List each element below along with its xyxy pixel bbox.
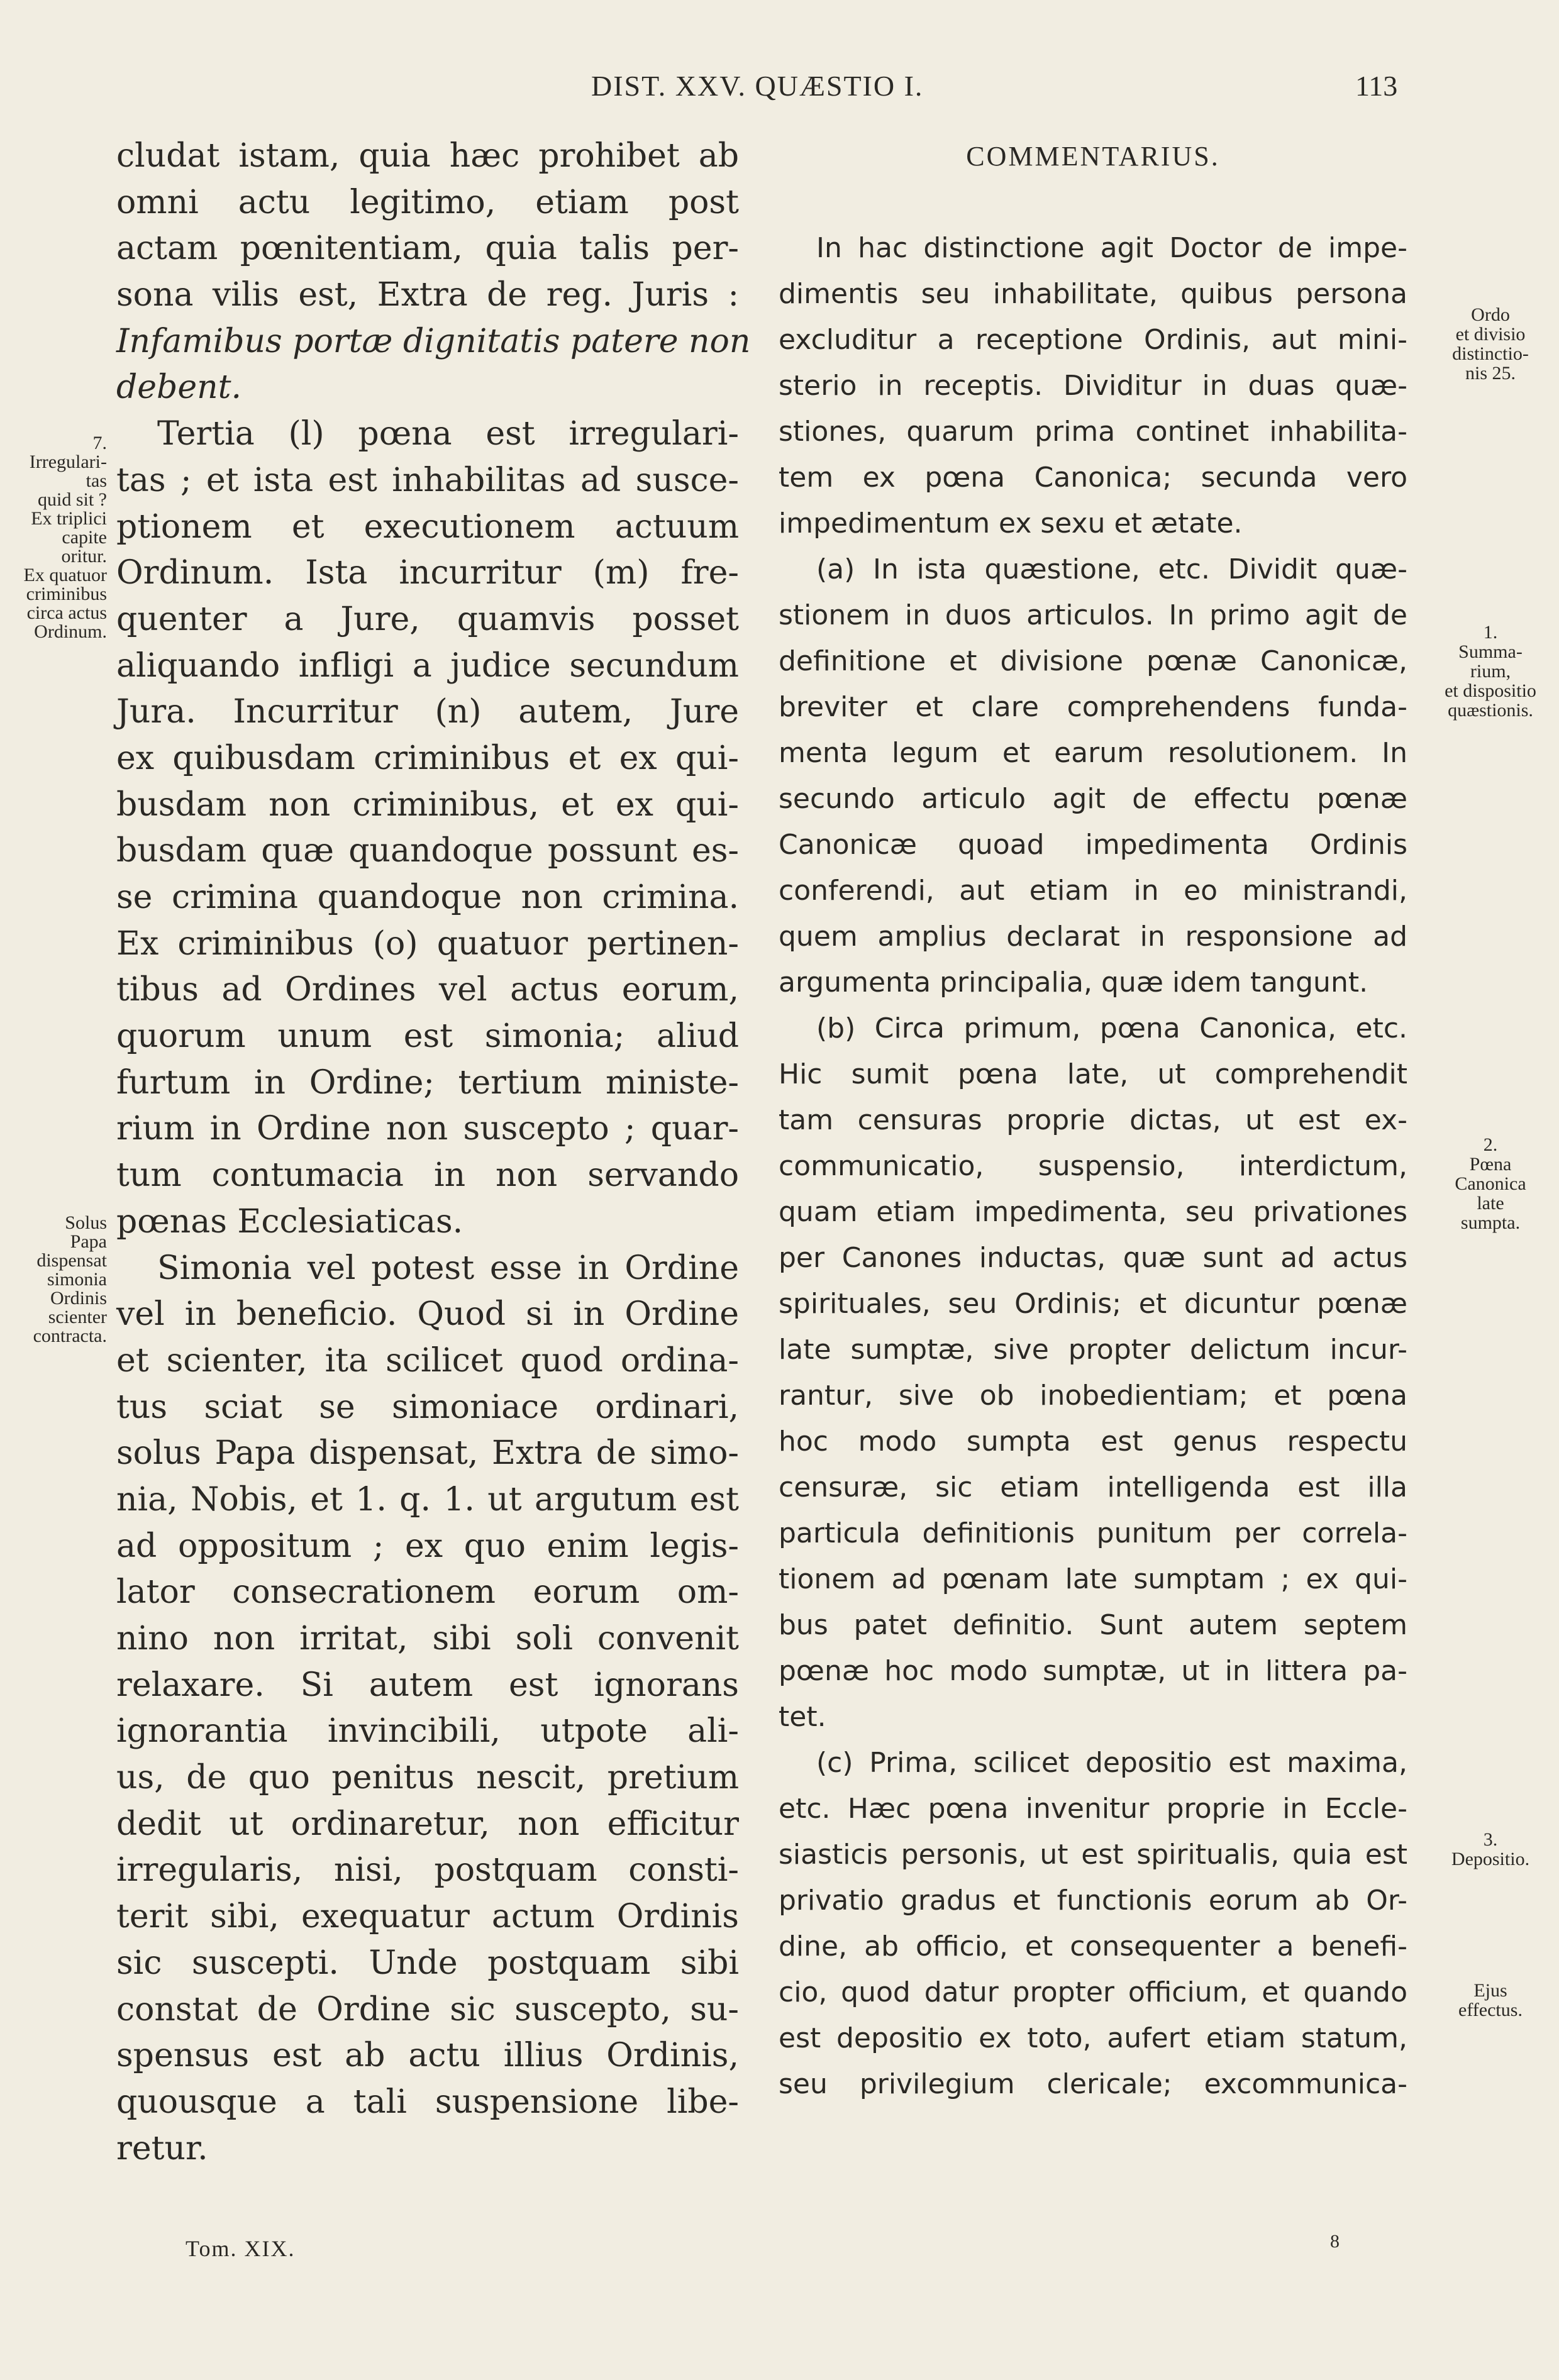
text-line: relaxare. Si autem est ignorans: [116, 1666, 739, 1704]
commentary-heading: COMMENTARIUS.: [966, 141, 1220, 172]
text-line: spirituales, seu Ordinis; et dicuntur pœnæ: [779, 1288, 1407, 1320]
margin-line: et divisio: [1455, 324, 1526, 345]
text-line: menta legum et earum resolutionem. In: [779, 737, 1407, 769]
margin-line: Ordinum.: [34, 621, 107, 642]
margin-note-solus-papa: [0, 1214, 107, 1346]
text-line: omni actu legitimo, etiam post: [116, 183, 739, 221]
text-line: dine, ab officio, et consequenter a benefi-: [779, 1930, 1407, 1962]
margin-line: quid sit ?: [38, 489, 107, 510]
text-line: ignorantia invincibili, utpote ali-: [116, 1712, 739, 1751]
text-line: quem amplius declarat in responsione ad: [779, 921, 1407, 953]
text-line: censuræ, sic etiam intelligenda est illa: [779, 1471, 1407, 1503]
text-line: retur.: [116, 2129, 208, 2167]
text-line: furtum in Ordine; tertium ministe-: [116, 1063, 739, 1102]
text-line: se crimina quandoque non crimina.: [116, 878, 739, 916]
margin-line: effectus.: [1458, 2000, 1523, 2020]
text-line: rium in Ordine non suscepto ; quar-: [116, 1110, 739, 1148]
margin-line: contracta.: [33, 1326, 107, 1346]
page-number: 113: [1355, 70, 1398, 102]
margin-line: Canonica: [1455, 1173, 1526, 1194]
margin-line: scienter: [48, 1307, 107, 1327]
text-line: Ordinum. Ista incurritur (m) fre-: [116, 554, 739, 592]
text-line: tas ; et ista est inhabilitas ad susce-: [116, 461, 739, 499]
margin-line: distinctio-: [1452, 343, 1529, 364]
margin-line: sumpta.: [1460, 1212, 1521, 1233]
text-line: Jura. Incurritur (n) autem, Jure: [116, 693, 739, 731]
margin-line: Solus: [65, 1212, 107, 1233]
text-line: tionem ad pœnam late sumptam ; ex qui-: [779, 1563, 1407, 1595]
margin-line: late: [1477, 1193, 1504, 1214]
margin-line: tas: [86, 470, 107, 491]
text-line: rantur, sive ob inobedientiam; et pœna: [779, 1380, 1407, 1412]
text-line: est depositio ex toto, aufert etiam statum,: [779, 2022, 1407, 2054]
left-column: [116, 133, 751, 2172]
text-line: solus Papa dispensat, Extra de simo-: [116, 1434, 739, 1473]
text-line: busdam quæ quandoque possunt es-: [116, 832, 739, 870]
text-line: cludat istam, quia hæc prohibet ab: [116, 137, 739, 175]
text-line: ex quibusdam criminibus et ex qui-: [116, 739, 739, 777]
margin-line: 2.: [1483, 1134, 1498, 1155]
text-line: quam etiam impedimenta, seu privationes: [779, 1196, 1407, 1228]
text-line: stionem in duos articulos. In primo agit de: [779, 599, 1407, 631]
signature-mark: 8: [1330, 2231, 1340, 2252]
text-line: dedit ut ordinaretur, non efficitur: [116, 1805, 739, 1843]
margin-note-irregularitas: [0, 434, 107, 641]
margin-note-poena-canonica: [1428, 1135, 1553, 1232]
text-line: (c) Prima, scilicet depositio est maxima,: [816, 1747, 1407, 1779]
text-line: nino non irritat, sibi soli convenit: [116, 1620, 739, 1658]
margin-line: dispensat: [36, 1250, 107, 1271]
text-line: secundo articulo agit de effectu pœnæ: [779, 783, 1407, 815]
text-line: Tertia (l) pœna est irregulari-: [157, 415, 739, 453]
text-line: irregularis, nisi, postquam consti-: [116, 1851, 739, 1890]
margin-line: nis 25.: [1465, 363, 1516, 384]
text-line: hoc modo sumpta est genus respectu: [779, 1425, 1407, 1458]
text-line: tet.: [779, 1701, 826, 1733]
text-line: Ex criminibus (o) quatuor pertinen-: [116, 924, 739, 963]
text-line: conferendi, aut etiam in eo ministrandi,: [779, 875, 1407, 907]
margin-line: quæstionis.: [1448, 700, 1533, 721]
text-line: sona vilis est, Extra de reg. Juris :: [116, 276, 739, 314]
text-line: In hac distinctione agit Doctor de impe-: [816, 232, 1407, 264]
text-line: cio, quod datur propter officium, et quando: [779, 1976, 1407, 2008]
text-line: vel in beneficio. Quod si in Ordine: [116, 1295, 739, 1334]
text-line: (b) Circa primum, pœna Canonica, etc.: [816, 1012, 1407, 1044]
text-line: lator consecrationem eorum om-: [116, 1573, 739, 1612]
text-line: busdam non criminibus, et ex qui-: [116, 785, 739, 824]
text-line: Hic sumit pœna late, ut comprehendit: [779, 1058, 1407, 1090]
text-line: ptionem et executionem actuum: [116, 507, 739, 546]
text-line: seu privilegium clericale; excommunica-: [779, 2068, 1407, 2100]
margin-line: Depositio.: [1451, 1849, 1530, 1869]
text-line: stiones, quarum prima continet inhabilita-: [779, 416, 1407, 448]
margin-line: oritur.: [61, 546, 107, 567]
volume-label: Tom. XIX.: [186, 2236, 296, 2261]
margin-line: rium,: [1470, 661, 1511, 682]
text-line: Simonia vel potest esse in Ordine: [157, 1249, 739, 1287]
text-line: quenter a Jure, quamvis posset: [116, 600, 739, 638]
right-column: [779, 133, 1407, 2107]
text-line: communicatio, suspensio, interdictum,: [779, 1150, 1407, 1182]
text-line: us, de quo penitus nescit, pretium: [116, 1759, 739, 1797]
text-line: debent.: [116, 368, 242, 407]
text-line: particula definitionis punitum per correla-: [779, 1517, 1407, 1549]
running-title: DIST. XXV. QUÆSTIO I.: [591, 70, 924, 102]
page-header: [0, 69, 1559, 107]
text-line: per Canones inductas, quæ sunt ad actus: [779, 1242, 1407, 1274]
text-line: breviter et clare comprehendens funda-: [779, 691, 1407, 723]
text-line: tum contumacia in non servando: [116, 1156, 739, 1195]
margin-note-effectus: [1428, 1981, 1553, 2020]
margin-line: et dispositio: [1445, 680, 1536, 701]
margin-line: Papa: [70, 1231, 107, 1252]
text-line: (a) In ista quæstione, etc. Dividit quæ-: [816, 553, 1407, 585]
text-line: sterio in receptis. Dividitur in duas quæ-: [779, 370, 1407, 402]
text-line: spensus est ab actu illius Ordinis,: [116, 2037, 739, 2075]
text-line: quousque a tali suspensione libe-: [116, 2083, 739, 2121]
margin-line: criminibus: [26, 584, 107, 604]
margin-line: Pœna: [1469, 1154, 1512, 1175]
text-line: definitione et divisione pœnæ Canonicæ,: [779, 645, 1407, 677]
text-line: pœnæ hoc modo sumptæ, ut in littera pa-: [779, 1655, 1407, 1687]
text-line: late sumptæ, sive propter delictum incur-: [779, 1334, 1407, 1366]
margin-line: 7.: [92, 433, 107, 453]
text-line: sic suscepti. Unde postquam sibi: [116, 1944, 739, 1982]
text-line: privatio gradus et functionis eorum ab Or-: [779, 1885, 1407, 1917]
text-line: tibus ad Ordines vel actus eorum,: [116, 971, 739, 1009]
margin-note-summarium: [1428, 623, 1553, 720]
text-line: impedimentum ex sexu et ætate.: [779, 507, 1243, 540]
text-line: etc. Hæc pœna invenitur proprie in Eccle-: [779, 1793, 1407, 1825]
margin-line: Summa-: [1458, 641, 1523, 662]
text-line: tam censuras proprie dictas, ut est ex-: [779, 1104, 1407, 1136]
margin-line: circa actus: [26, 602, 107, 623]
text-line: dimentis seu inhabilitate, quibus persona: [779, 278, 1407, 310]
text-line: siasticis personis, ut est spiritualis, quia est: [779, 1839, 1407, 1871]
margin-line: simonia: [47, 1269, 107, 1290]
text-line: quorum unum est simonia; aliud: [116, 1017, 739, 1056]
text-line: actam pœnitentiam, quia talis per-: [116, 230, 739, 268]
margin-line: Ejus: [1473, 1980, 1507, 2001]
text-line: argumenta principalia, quæ idem tangunt.: [779, 966, 1368, 999]
spacer: [779, 179, 1407, 225]
margin-line: Ordo: [1471, 304, 1510, 325]
text-line: tus sciat se simoniace ordinari,: [116, 1388, 739, 1426]
margin-line: capite: [62, 527, 107, 548]
margin-line: Irregulari-: [29, 451, 107, 472]
text-line: pœnas Ecclesiaticas.: [116, 1202, 463, 1241]
text-line: ad oppositum ; ex quo enim legis-: [116, 1527, 739, 1565]
margin-line: Ex quatuor: [23, 565, 107, 585]
text-line: bus patet definitio. Sunt autem septem: [779, 1609, 1407, 1641]
text-line: constat de Ordine sic suscepto, su-: [116, 1990, 739, 2029]
text-line: tem ex pœna Canonica; secunda vero: [779, 462, 1407, 494]
text-line: excluditur a receptione Ordinis, aut mini-: [779, 324, 1407, 356]
text-line: Infamibus portæ dignitatis patere non: [116, 322, 751, 360]
text-line: et scienter, ita scilicet quod ordina-: [116, 1341, 739, 1380]
text-line: nia, Nobis, et 1. q. 1. ut argutum est: [116, 1480, 739, 1519]
margin-note-depositio: [1428, 1830, 1553, 1869]
margin-line: 1.: [1483, 622, 1498, 643]
margin-line: Ex triplici: [31, 508, 107, 529]
text-line: aliquando infligi a judice secundum: [116, 646, 739, 685]
margin-line: Ordinis: [50, 1288, 107, 1309]
text-line: Canonicæ quoad impedimenta Ordinis: [779, 829, 1407, 861]
margin-line: 3.: [1483, 1829, 1498, 1850]
text-line: terit sibi, exequatur actum Ordinis: [116, 1898, 739, 1936]
margin-note-ordo: [1428, 305, 1553, 383]
